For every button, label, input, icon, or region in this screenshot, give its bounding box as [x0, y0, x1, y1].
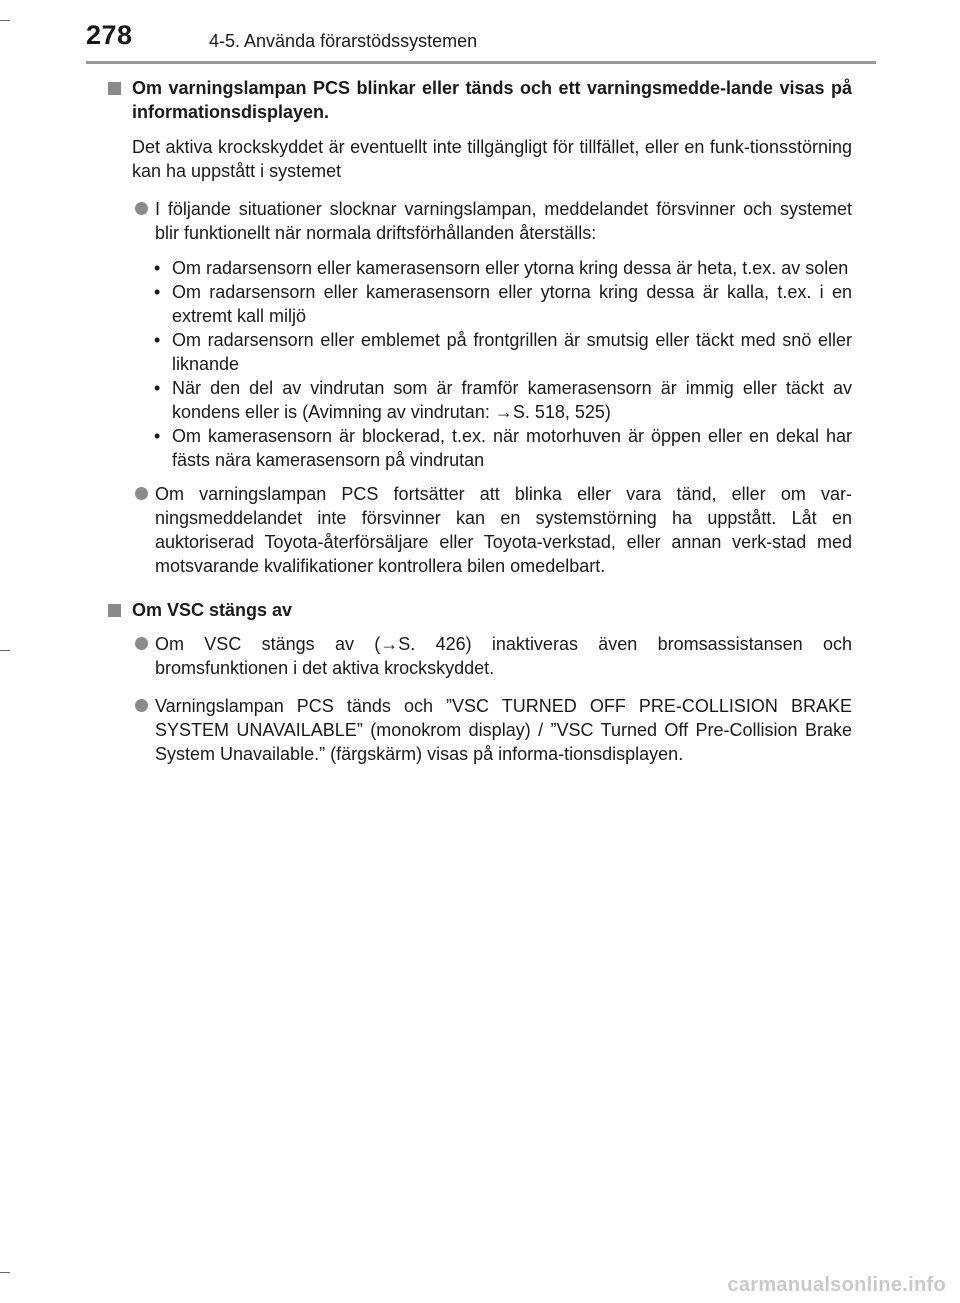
heading-text: Om varningslampan PCS blinkar eller tänds och ett varningsmedde-lande visas på informationsdisplayen. [132, 78, 852, 122]
crop-mark [0, 20, 10, 21]
page-body [108, 76, 852, 766]
sub-list-item [108, 280, 852, 328]
dot-marker: • [154, 378, 161, 398]
dot-marker: • [154, 426, 161, 446]
circle-bullet-icon [135, 637, 148, 650]
sub-item-text: När den del av vindrutan som är framför kamerasensorn är immig eller täckt av kondens eller is (Avimning av vindrutan: →S. 518, 525) [172, 378, 852, 422]
bullet-text: Om VSC stängs av (→S. 426) inaktiveras även bromsassistansen och bromsfunktionen i det aktiva krockskyddet. [155, 634, 852, 678]
crop-mark [0, 1272, 10, 1273]
sub-list-item [108, 328, 852, 376]
page-number: 278 [86, 20, 133, 50]
circle-bullet-icon [135, 699, 148, 712]
sub-item-text: Om radarsensorn eller kamerasensorn eller ytorna kring dessa är kalla, t.ex. i en extremt kall miljö [172, 282, 852, 326]
watermark: carmanualsonline.info [727, 1274, 946, 1296]
intro-paragraph: Det aktiva krockskyddet är eventuellt inte tillgängligt för tillfället, eller en funk-tionsstörning kan ha uppstått i systemet [132, 137, 852, 181]
bullet-text: Om varningslampan PCS fortsätter att blinka eller vara tänd, eller om var-ningsmeddelandet inte försvinner kan en systemstörning ha uppstått. Låt en auktoriserad Toyota-återförsäljare eller Toyota-verkstad, eller annan verk-stad med motsvarande kvalifikationer kontrollera bilen omedelbart. [155, 484, 852, 576]
square-bullet-icon [108, 604, 121, 617]
dot-marker: • [154, 282, 161, 302]
list-item [108, 632, 852, 680]
crop-mark [0, 650, 10, 651]
header-rule [86, 61, 876, 64]
list-item [108, 694, 852, 766]
sub-list-item [108, 424, 852, 472]
sub-list-item [108, 376, 852, 424]
section-heading-pcs [108, 76, 852, 124]
dot-marker: • [154, 330, 161, 350]
circle-bullet-icon [135, 202, 148, 215]
list-item [108, 482, 852, 578]
sub-item-text: Om radarsensorn eller kamerasensorn eller ytorna kring dessa är heta, t.ex. av solen [172, 258, 849, 278]
sub-list [108, 256, 852, 472]
section-heading-vsc [108, 598, 852, 622]
heading-text: Om VSC stängs av [132, 600, 293, 620]
dot-marker: • [154, 258, 161, 278]
sub-item-text: Om kamerasensorn är blockerad, t.ex. när motorhuven är öppen eller en dekal har fästs nära kamerasensorn på vindrutan [172, 426, 852, 470]
section-title: 4-5. Använda förarstödssystemen [209, 31, 478, 51]
sub-list-item [108, 256, 852, 280]
square-bullet-icon [108, 82, 121, 95]
circle-bullet-icon [135, 487, 148, 500]
bullet-text: I följande situationer slocknar varningslampan, meddelandet försvinner och systemet blir funktionellt när normala driftsförhållanden återställs: [155, 199, 852, 243]
sub-item-text: Om radarsensorn eller emblemet på frontgrillen är smutsig eller täckt med snö eller liknande [172, 330, 852, 374]
list-item [108, 197, 852, 245]
bullet-text: Varningslampan PCS tänds och ”VSC TURNED OFF PRE-COLLISION BRAKE SYSTEM UNAVAILABLE” (monokrom display) / ”VSC Turned Off Pre-Collision Brake System Unavailable.” (färgskärm) visas på informa-tionsdisplayen. [155, 696, 852, 764]
